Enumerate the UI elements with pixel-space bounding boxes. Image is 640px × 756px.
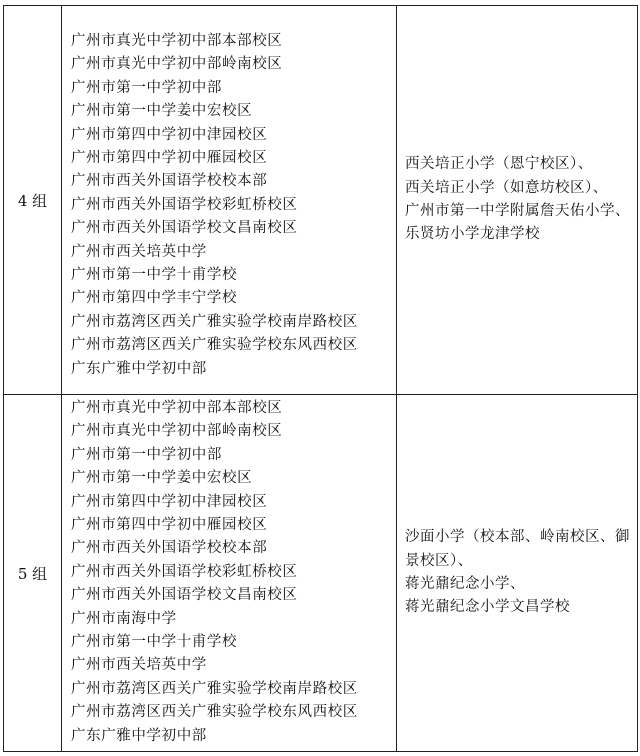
list-item: 广州市真光中学初中部本部校区	[71, 32, 283, 49]
middle-schools-cell	[62, 6, 397, 395]
list-item: 广州市第一中学初中部	[71, 79, 222, 96]
list-item: 蒋光鼐纪念小学文昌学校	[405, 599, 570, 616]
list-item: 广州市第四中学初中津园校区	[71, 126, 268, 143]
primary-school-list	[405, 526, 631, 620]
list-item: 广州市西关外国语学校校本部	[71, 173, 268, 190]
middle-school-list	[71, 397, 396, 748]
list-item: 广州市真光中学初中部岭南校区	[71, 56, 283, 73]
table-row-group-4	[4, 6, 638, 395]
list-item: 广州市西关外国语学校彩虹桥校区	[71, 196, 298, 213]
school-allocation-table	[3, 5, 638, 752]
list-item: 乐贤坊小学龙津学校	[405, 226, 540, 243]
list-item: 广州市荔湾区西关广雅实验学校南岸路校区	[71, 313, 358, 330]
list-item: 西关培正小学（如意坊校区）、	[405, 179, 608, 196]
list-item: 广州市第一中学十甫学校	[71, 634, 238, 651]
list-item: 广州市第一中学十甫学校	[71, 267, 238, 284]
list-item: 广州市第四中学丰宁学校	[71, 290, 238, 307]
list-item: 广州市荔湾区西关广雅实验学校东风西校区	[71, 704, 358, 721]
list-item: 广州市第一中学姜中宏校区	[71, 103, 253, 120]
list-item: 广州市西关培英中学	[71, 243, 207, 260]
primary-schools-cell	[397, 395, 638, 752]
list-item: 广州市第四中学初中雁园校区	[71, 517, 268, 534]
list-item: 广州市第一中学初中部	[71, 446, 222, 463]
list-item: 广东广雅中学初中部	[71, 727, 207, 744]
table-row-group-5	[4, 395, 638, 752]
list-item: 广州市第四中学初中津园校区	[71, 493, 268, 510]
list-item: 蒋光鼐纪念小学、	[405, 576, 525, 593]
list-item: 沙面小学（校本部、岭南校区、御景校区）、	[405, 529, 630, 569]
primary-school-list	[405, 153, 631, 247]
list-item: 广州市第一中学姜中宏校区	[71, 470, 253, 487]
list-item: 广州市西关外国语学校彩虹桥校区	[71, 563, 298, 580]
list-item: 广州市真光中学初中部岭南校区	[71, 423, 283, 440]
list-item: 广州市西关外国语学校文昌南校区	[71, 587, 298, 604]
list-item: 广州市第一中学附属詹天佑小学、	[405, 203, 630, 219]
list-item: 广州市西关外国语学校文昌南校区	[71, 220, 298, 237]
middle-school-list	[71, 30, 396, 381]
primary-schools-cell	[397, 6, 638, 395]
list-item: 广州市第四中学初中雁园校区	[71, 149, 268, 166]
list-item: 广东广雅中学初中部	[71, 360, 207, 377]
middle-schools-cell	[62, 395, 397, 752]
list-item: 广州市西关培英中学	[71, 657, 207, 674]
list-item: 广州市荔湾区西关广雅实验学校南岸路校区	[71, 680, 358, 697]
list-item: 广州市南海中学	[71, 610, 177, 627]
list-item: 广州市荔湾区西关广雅实验学校东风西校区	[71, 337, 358, 354]
list-item: 广州市西关外国语学校校本部	[71, 540, 268, 557]
list-item: 西关培正小学（恩宁校区）、	[405, 156, 593, 173]
group-label: 4 组	[4, 6, 62, 395]
list-item: 广州市真光中学初中部本部校区	[71, 400, 283, 416]
group-label: 5 组	[4, 395, 62, 752]
